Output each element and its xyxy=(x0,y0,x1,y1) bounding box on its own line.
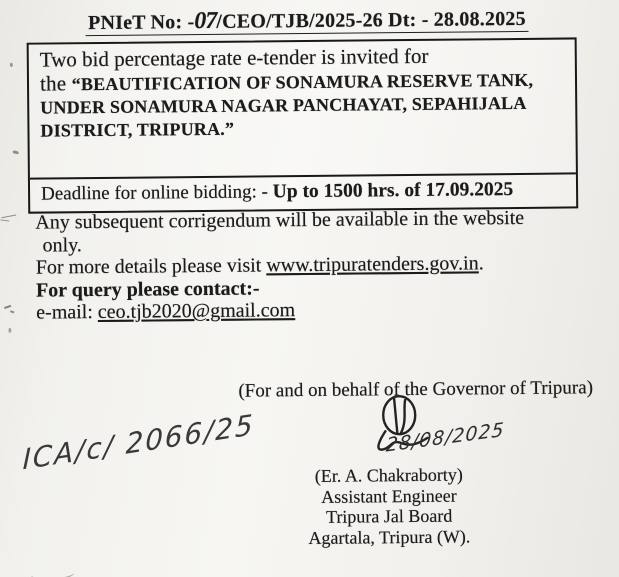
signatory-place: Agartala, Tripura (W). xyxy=(308,526,471,548)
handwritten-file-ref: ICA/c/ 2066/25 xyxy=(22,407,256,477)
details-suffix: . xyxy=(478,252,484,275)
ref-suffix: /CEO/TJB/2025-26 Dt: - 28.08.2025 xyxy=(216,7,526,33)
deadline-row xyxy=(30,172,576,211)
signatory-name: (Er. A. Chakraborty) xyxy=(314,464,463,486)
query-heading: For query please contact:- xyxy=(35,277,260,302)
tender-intro-line: Two bid percentage rate e-tender is invited for xyxy=(39,43,429,72)
ref-prefix: PNIeT No: - xyxy=(88,11,195,35)
document-ref-line xyxy=(0,4,617,37)
website-link[interactable]: www.tripuratenders.gov.in xyxy=(266,252,479,277)
deadline-value: Up to 1500 hrs. of 17.09.2025 xyxy=(272,179,514,203)
scan-artifact xyxy=(12,150,19,154)
work-title-part-1: “BEAUTIFICATION OF SONAMURA RESERVE TANK, xyxy=(71,69,534,95)
work-prefix: the xyxy=(39,71,72,96)
scan-artifact xyxy=(10,310,14,313)
signature-area xyxy=(343,390,569,472)
email-link[interactable]: ceo.tjb2020@gmail.com xyxy=(97,299,296,324)
email-prefix: e-mail: xyxy=(36,301,98,324)
work-name-line-3: DISTRICT, TRIPURA.” xyxy=(40,118,235,141)
handwritten-tender-number: 07 xyxy=(194,7,217,35)
ref-underline xyxy=(85,8,529,36)
work-name-line-2: UNDER SONAMURA NAGAR PANCHAYAT, SEPAHIJALA xyxy=(40,92,527,118)
signatory-block xyxy=(278,464,501,549)
signatory-org: Tripura Jal Board xyxy=(325,505,453,528)
notes-block xyxy=(35,206,602,324)
scan-artifact xyxy=(1,215,16,219)
tender-description-box xyxy=(27,37,579,213)
on-behalf-line: (For and on behalf of the Governor of Tripura) xyxy=(238,377,594,402)
scan-artifact xyxy=(8,328,11,333)
email-line xyxy=(36,297,602,325)
scan-artifact xyxy=(4,305,11,309)
tender-box-main xyxy=(29,39,576,177)
scan-artifact xyxy=(0,219,9,221)
scan-artifact xyxy=(30,565,75,577)
corrigendum-line-2: only. xyxy=(42,233,82,257)
deadline-label: Deadline for online bidding: - xyxy=(40,181,273,205)
handwritten-date: 28/08/2025 xyxy=(385,418,506,457)
corrigendum-line-1: Any subsequent corrigendum will be available in the website xyxy=(35,206,525,234)
details-prefix: For more details please visit xyxy=(35,254,267,279)
signatory-title: Assistant Engineer xyxy=(321,485,457,507)
scan-artifact xyxy=(10,63,13,67)
